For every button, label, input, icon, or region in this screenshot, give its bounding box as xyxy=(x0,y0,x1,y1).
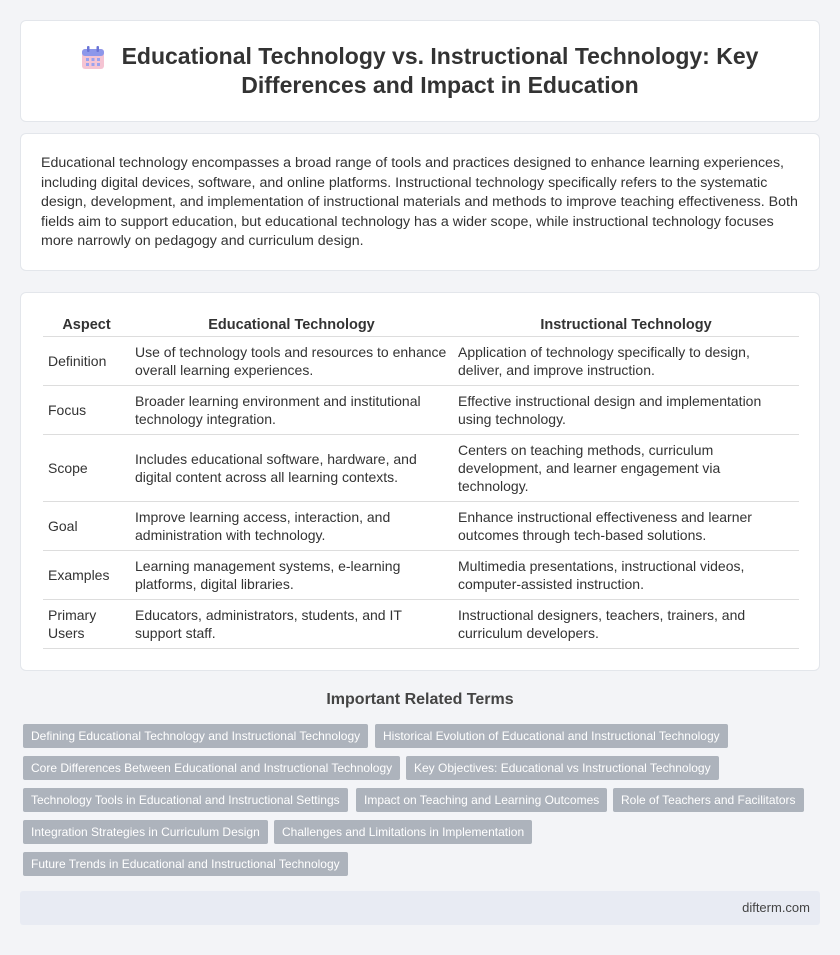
related-term-tag[interactable]: Technology Tools in Educational and Instructional Settings xyxy=(23,788,348,812)
header-educational-technology: Educational Technology xyxy=(130,311,453,337)
related-term-tag[interactable]: Future Trends in Educational and Instructional Technology xyxy=(23,852,348,876)
related-term-tag[interactable]: Defining Educational Technology and Instructional Technology xyxy=(23,724,368,748)
related-term-tag[interactable]: Impact on Teaching and Learning Outcomes xyxy=(356,788,607,812)
comparison-table xyxy=(43,311,799,649)
row-aspect: Goal xyxy=(43,502,130,551)
related-term-tag[interactable]: Integration Strategies in Curriculum Design xyxy=(23,820,268,844)
row-aspect: Focus xyxy=(43,386,130,435)
row-aspect: Definition xyxy=(43,337,130,386)
row-edtech: Use of technology tools and resources to enhance overall learning experiences. xyxy=(130,337,453,386)
calendar-icon xyxy=(80,45,106,71)
row-edtech: Includes educational software, hardware, and digital content across all learning contexts. xyxy=(130,435,453,502)
table-row xyxy=(43,435,799,502)
related-term-tag[interactable]: Core Differences Between Educational and Instructional Technology xyxy=(23,756,400,780)
table-row xyxy=(43,337,799,386)
table-row xyxy=(43,551,799,600)
header-aspect: Aspect xyxy=(43,311,130,337)
row-aspect: Scope xyxy=(43,435,130,502)
footer-site-link[interactable]: difterm.com xyxy=(742,900,810,915)
table-header-row xyxy=(43,311,799,337)
intro-card xyxy=(20,133,820,271)
row-insttech: Enhance instructional effectiveness and learner outcomes through tech-based solutions. xyxy=(453,502,799,551)
row-aspect: Primary Users xyxy=(43,600,130,649)
row-insttech: Application of technology specifically to design, deliver, and improve instruction. xyxy=(453,337,799,386)
intro-paragraph: Educational technology encompasses a broad range of tools and practices designed to enhance learning experiences, including digital devices, software, and online platforms. Instructional technology specifically refers to the systematic design, development, and implementation of instructional materials and methods to improve teaching effectiveness. Both fields aim to support education, but educational technology has a wider scope, while instructional technology focuses more narrowly on pedagogy and curriculum design. xyxy=(41,155,798,250)
related-terms-heading: Important Related Terms xyxy=(326,691,514,708)
row-insttech: Instructional designers, teachers, trainers, and curriculum developers. xyxy=(453,600,799,649)
row-insttech: Multimedia presentations, instructional videos, computer-assisted instruction. xyxy=(453,551,799,600)
row-edtech: Improve learning access, interaction, and administration with technology. xyxy=(130,502,453,551)
row-edtech: Learning management systems, e-learning platforms, digital libraries. xyxy=(130,551,453,600)
row-insttech: Effective instructional design and implementation using technology. xyxy=(453,386,799,435)
related-term-tag[interactable]: Role of Teachers and Facilitators xyxy=(613,788,804,812)
row-edtech: Educators, administrators, students, and IT support staff. xyxy=(130,600,453,649)
table-row xyxy=(43,502,799,551)
row-insttech: Centers on teaching methods, curriculum development, and learner engagement via technology. xyxy=(453,435,799,502)
related-term-tag[interactable]: Key Objectives: Educational vs Instructional Technology xyxy=(406,756,719,780)
title-card xyxy=(20,20,820,122)
page-title: Educational Technology vs. Instructional Technology: Key Differences and Impact in Education xyxy=(121,43,759,98)
comparison-card xyxy=(20,292,820,671)
table-row xyxy=(43,600,799,649)
related-term-tag[interactable]: Challenges and Limitations in Implementation xyxy=(274,820,532,844)
row-aspect: Examples xyxy=(43,551,130,600)
table-row xyxy=(43,386,799,435)
header-instructional-technology: Instructional Technology xyxy=(453,311,799,337)
row-edtech: Broader learning environment and institutional technology integration. xyxy=(130,386,453,435)
related-term-tag[interactable]: Historical Evolution of Educational and Instructional Technology xyxy=(375,724,728,748)
footer xyxy=(20,891,820,925)
